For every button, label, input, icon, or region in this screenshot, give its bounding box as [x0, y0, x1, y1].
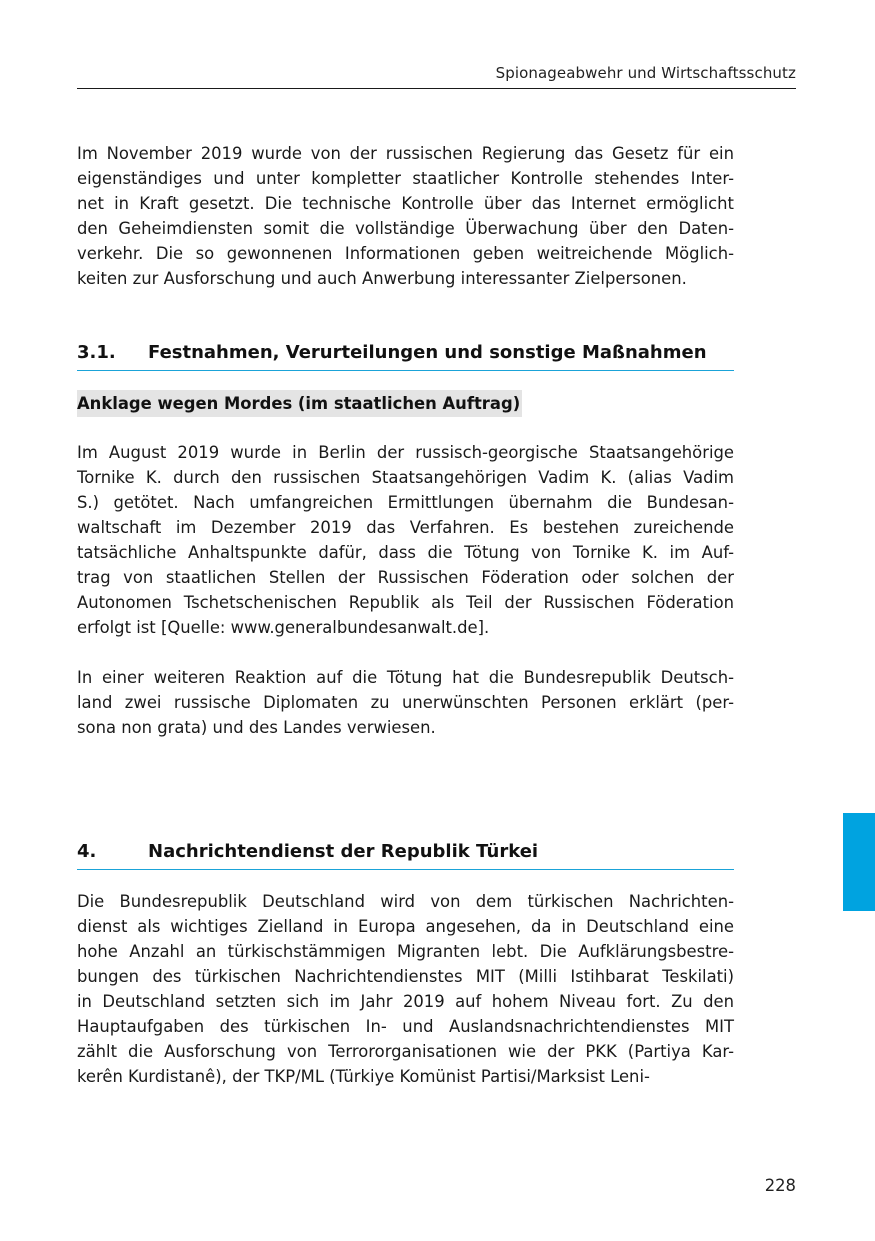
- text-line: Autonomen Tschetschenischen Republik als Teil der Russischen Föderation: [77, 593, 734, 612]
- section-3-1-paragraph-2: [77, 665, 734, 740]
- text-line: eigenständiges und unter kompletter staatlicher Kontrolle stehendes Inter-: [77, 169, 734, 188]
- text-line: In einer weiteren Reaktion auf die Tötung hat die Bundesrepublik Deutsch-: [77, 668, 734, 687]
- text-line: den Geheimdiensten somit die vollständige Überwachung über den Daten-: [77, 219, 734, 238]
- text-line: S.) getötet. Nach umfangreichen Ermittlungen übernahm die Bundesan-: [77, 493, 734, 512]
- text-line: net in Kraft gesetzt. Die technische Kontrolle über das Internet ermöglicht: [77, 194, 734, 213]
- text-line: erfolgt ist [Quelle: www.generalbundesanwalt.de].: [77, 618, 490, 637]
- text-line: Hauptaufgaben des türkischen In- und Auslandsnachrichtendienstes MIT: [77, 1017, 734, 1036]
- section-number: 4.: [77, 841, 97, 862]
- section-3-1-paragraph-1: [77, 440, 734, 640]
- text-line: trag von staatlichen Stellen der Russischen Föderation oder solchen der: [77, 568, 734, 587]
- chapter-side-tab: [843, 813, 875, 911]
- text-line: zählt die Ausforschung von Terrororganisationen wie der PKK (Partiya Kar-: [77, 1042, 734, 1061]
- text-line: Die Bundesrepublik Deutschland wird von dem türkischen Nachrichten-: [77, 892, 734, 911]
- text-line: Tornike K. durch den russischen Staatsangehörigen Vadim K. (alias Vadim: [77, 468, 734, 487]
- running-header: [77, 62, 796, 89]
- text-line: in Deutschland setzten sich im Jahr 2019 auf hohem Niveau fort. Zu den: [77, 992, 734, 1011]
- section-title: Nachrichtendienst der Republik Türkei: [148, 841, 539, 862]
- section-title: Festnahmen, Verurteilungen und sonstige Maßnahmen: [148, 342, 707, 363]
- section-4-paragraph-1: [77, 889, 734, 1089]
- text-line: Im August 2019 wurde in Berlin der russisch-georgische Staatsangehörige: [77, 443, 734, 462]
- text-line: land zwei russische Diplomaten zu unerwünschten Personen erklärt (per-: [77, 693, 734, 712]
- text-line: bungen des türkischen Nachrichtendienstes MIT (Milli Istihbarat Teskilati): [77, 967, 734, 986]
- subheading-anklage: Anklage wegen Mordes (im staatlichen Auftrag): [77, 390, 522, 417]
- text-line: verkehr. Die so gewonnenen Informationen geben weitreichende Möglich-: [77, 244, 734, 263]
- text-line: hohe Anzahl an türkischstämmigen Migranten lebt. Die Aufklärungsbestre-: [77, 942, 734, 961]
- text-line: Im November 2019 wurde von der russischen Regierung das Gesetz für ein: [77, 144, 734, 163]
- section-heading-3-1: [77, 340, 734, 371]
- text-line: waltschaft im Dezember 2019 das Verfahren. Es bestehen zureichende: [77, 518, 734, 537]
- text-line: keiten zur Ausforschung und auch Anwerbung interessanter Zielpersonen.: [77, 269, 687, 288]
- section-number: 3.1.: [77, 342, 116, 363]
- text-line: sona non grata) und des Landes verwiesen.: [77, 718, 436, 737]
- intro-paragraph: [77, 141, 734, 291]
- page-number: 228: [764, 1176, 796, 1195]
- running-header-title: Spionageabwehr und Wirtschaftsschutz: [495, 64, 796, 82]
- text-line: tatsächliche Anhaltspunkte dafür, dass die Tötung von Tornike K. im Auf-: [77, 543, 734, 562]
- text-line: dienst als wichtiges Zielland in Europa angesehen, da in Deutschland eine: [77, 917, 734, 936]
- section-heading-4: [77, 839, 734, 870]
- text-line: kerên Kurdistanê), der TKP/ML (Türkiye Komünist Partisi/Marksist Leni-: [77, 1067, 650, 1086]
